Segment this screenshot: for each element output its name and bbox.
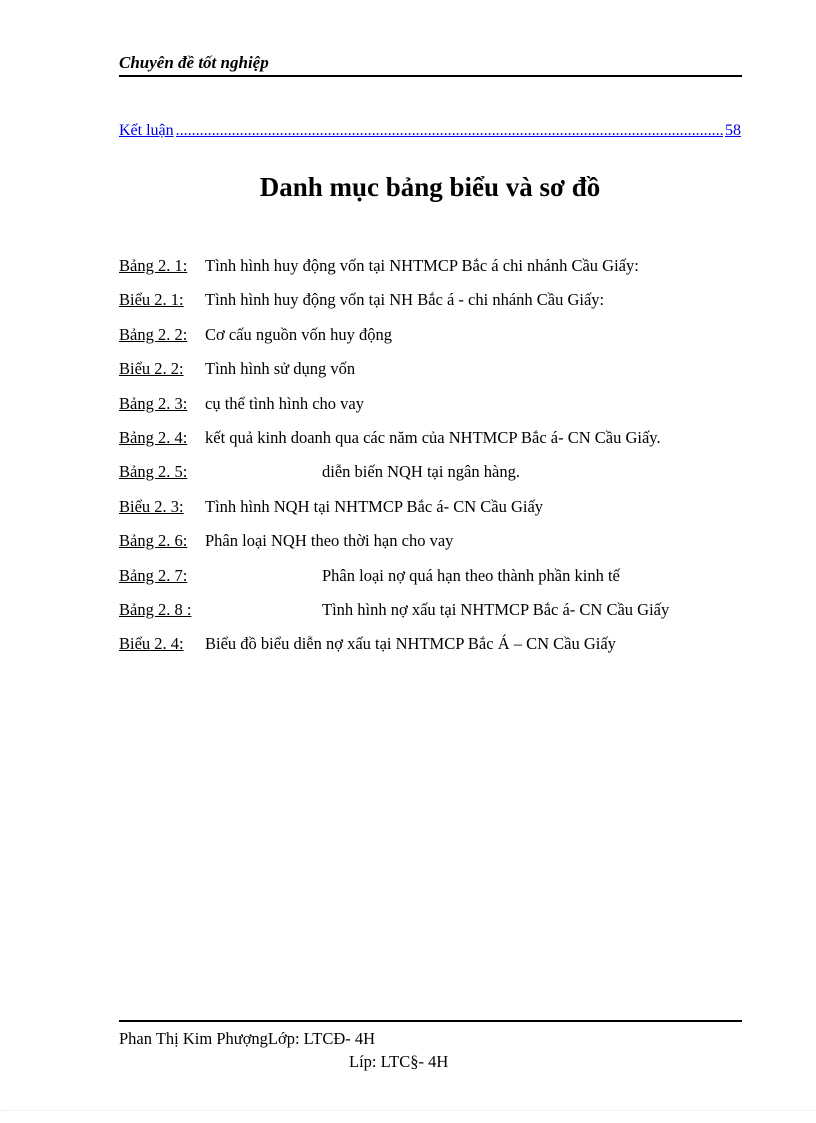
entry-label[interactable]: Biểu 2. 2:	[119, 359, 184, 379]
footer-rule	[119, 1020, 742, 1022]
entry-label[interactable]: Biểu 2. 3:	[119, 496, 184, 516]
list-entry	[119, 357, 759, 391]
entry-label[interactable]: Bảng 2. 5:	[119, 462, 188, 482]
entry-text: Tình hình nợ xấu tại NHTMCP Bắc á- CN Cầu Giấy	[322, 599, 670, 619]
entry-text: Cơ cấu nguồn vốn huy động	[205, 324, 393, 344]
entry-text: Phân loại NQH theo thời hạn cho vay	[205, 531, 454, 551]
figure-table-list	[119, 254, 759, 667]
list-entry	[119, 323, 759, 357]
list-entry	[119, 288, 759, 322]
entry-label[interactable]: Bảng 2. 6:	[119, 531, 188, 551]
list-entry	[119, 254, 759, 288]
header-title: Chuyên đề tốt nghiệp	[119, 53, 269, 72]
list-entry	[119, 598, 759, 632]
entry-text: diễn biến NQH tại ngân hàng.	[322, 462, 520, 482]
toc-leader-dots	[176, 122, 723, 140]
list-entry	[119, 529, 759, 563]
list-entry	[119, 426, 759, 460]
entry-label[interactable]: Biểu 2. 4:	[119, 634, 184, 654]
page-bottom-border	[0, 1110, 816, 1111]
entry-text: kết quả kinh doanh qua các năm của NHTMCP Bắc á- CN Cầu Giấy.	[205, 427, 661, 447]
toc-label: Kết luận	[119, 122, 174, 139]
entry-label[interactable]: Bảng 2. 3:	[119, 393, 188, 413]
entry-text: cụ thể tình hình cho vay	[205, 393, 365, 413]
entry-text: Phân loại nợ quá hạn theo thành phần kinh tế	[322, 565, 620, 585]
entry-text: Tình hình sử dụng vốn	[205, 359, 356, 379]
list-title: Danh mục bảng biểu và sơ đồ	[259, 172, 601, 202]
list-entry	[119, 460, 759, 494]
entry-label[interactable]: Biểu 2. 1:	[119, 290, 184, 310]
toc-link-ket-luan[interactable]	[119, 122, 741, 144]
entry-label[interactable]: Bảng 2. 2:	[119, 324, 188, 344]
page-header	[119, 52, 742, 74]
entry-label[interactable]: Bảng 2. 8 :	[119, 599, 192, 619]
footer-author-class: Phan Thị Kim PhượngLớp: LTCĐ- 4H	[119, 1029, 376, 1048]
entry-label[interactable]: Bảng 2. 1:	[119, 256, 188, 275]
entry-text: Biểu đồ biểu diễn nợ xấu tại NHTMCP Bắc Á – CN Cầu Giấy	[205, 634, 616, 654]
entry-label[interactable]: Bảng 2. 4:	[119, 427, 188, 447]
footer-class-line: Líp: LTC§- 4H	[349, 1052, 449, 1071]
list-entry	[119, 495, 759, 529]
list-entry	[119, 632, 759, 666]
toc-page-number: 58	[725, 122, 741, 139]
entry-text: Tình hình huy động vốn tại NHTMCP Bắc á chi nhánh Cầu Giấy:	[205, 256, 639, 275]
header-rule	[119, 75, 742, 77]
entry-label[interactable]: Bảng 2. 7:	[119, 565, 188, 585]
entry-text: Tình hình huy động vốn tại NH Bắc á - chi nhánh Cầu Giấy:	[205, 290, 605, 310]
list-entry	[119, 564, 759, 598]
list-entry	[119, 392, 759, 426]
entry-text: Tình hình NQH tại NHTMCP Bắc á- CN Cầu Giấy	[205, 496, 544, 516]
